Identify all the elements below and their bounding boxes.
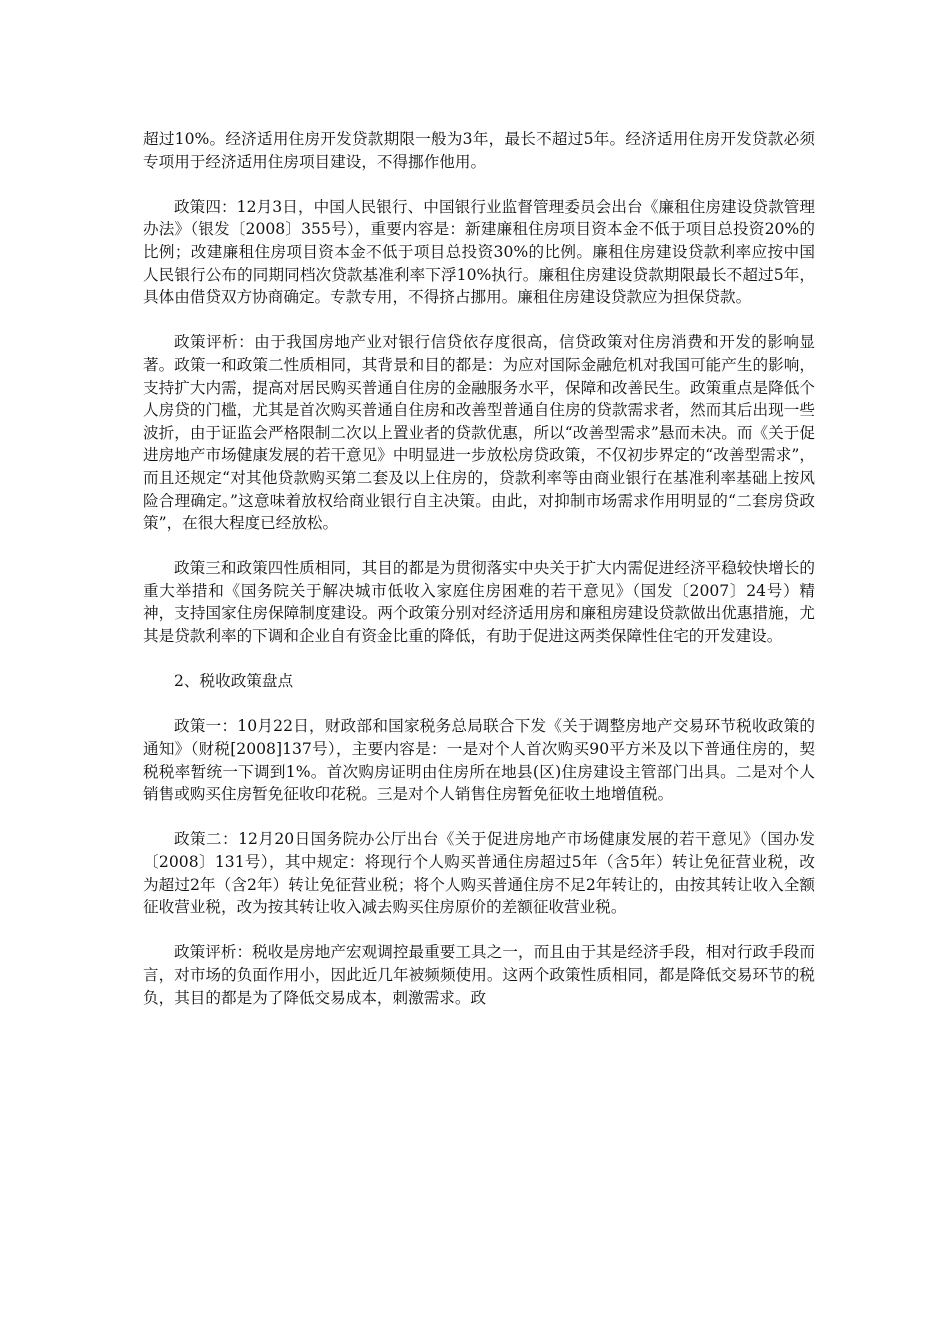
paragraph-tax-policy-two: 政策二：12月20日国务院办公厅出台《关于促进房地产市场健康发展的若干意见》（国办发〔2008〕131号），其中规定：将现行个人购买普通住房超过5年（含5年）转让免征营业税，改为超过2年（含2年）转让免征营业税；将个人购买普通住房不足2年转让的，由按其转让收入全额征收营业税，改为按其转让收入减去购买住房原价的差额征收营业税。 (143, 830, 815, 917)
paragraph-policy-three-four: 政策三和政策四性质相同，其目的都是为贯彻落实中央关于扩大内需促进经济平稳较快增长的重大举措和《国务院关于解决城市低收入家庭住房困难的若干意见》（国发〔2007〕24号）精神，支持国家住房保障制度建设。两个政策分别对经济适用房和廉租房建设贷款做出优惠措施，尤其是贷款利率的下调和企业自有资金比重的降低，有助于促进这两类保障性住宅的开发建设。 (143, 559, 815, 646)
document-body (143, 128, 815, 1032)
paragraph-tax-policy-analysis: 政策评析：税收是房地产宏观调控最重要工具之一，而且由于其是经济手段，相对行政手段而言，对市场的负面作用小，因此近几年被频频使用。这两个政策性质相同，都是降低交易环节的税负，其目的都是为了降低交易成本，刺激需求。政 (143, 943, 815, 1007)
paragraph-policy-four: 政策四：12月3日，中国人民银行、中国银行业监督管理委员会出台《廉租住房建设贷款管理办法》（银发〔2008〕355号），重要内容是：新建廉租住房项目资本金不低于项目总投资20%的比例；改建廉租住房项目资本金不低于项目总投资30%的比例。廉租住房建设贷款利率应按中国人民银行公布的同期同档次贷款基准利率下浮10%执行。廉租住房建设贷款期限最长不超过5年，具体由借贷双方协商确定。专款专用，不得挤占挪用。廉租住房建设贷款应为担保贷款。 (143, 197, 815, 307)
section-heading-tax-policy: 2、税收政策盘点 (174, 672, 294, 691)
paragraph-credit-policy-analysis: 政策评析：由于我国房地产业对银行信贷依存度很高，信贷政策对住房消费和开发的影响显著。政策一和政策二性质相同，其背景和目的都是：为应对国际金融危机对我国可能产生的影响，支持扩大内需，提高对居民购买普通自住房的金融服务水平，保障和改善民生。政策重点是降低个人房贷的门槛，尤其是首次购买普通自住房和改善型普通自住房的贷款需求者，然而其后出现一些波折，由于证监会严格限制二次以上置业者的贷款优惠，所以“改善型需求”悬而未决。而《关于促进房地产市场健康发展的若干意见》中明显进一步放松房贷政策，不仅初步界定的“改善型需求”，而且还规定“对其他贷款购买第二套及以上住房的，贷款利率等由商业银行在基准利率基础上按风险合理确定。”这意味着放权给商业银行自主决策。由此，对抑制市场需求作用明显的“二套房贷政策”，在很大程度已经放松。 (143, 333, 815, 533)
paragraph-continuation: 超过10%。经济适用住房开发贷款期限一般为3年，最长不超过5年。经济适用住房开发贷款必须专项用于经济适用住房项目建设，不得挪作他用。 (143, 130, 815, 171)
paragraph-tax-policy-one: 政策一：10月22日，财政部和国家税务总局联合下发《关于调整房地产交易环节税收政策的通知》（财税[2008]137号），主要内容是：一是对个人首次购买90平方米及以下普通住房的，契税税率暂统一下调到1%。首次购房证明由住房所在地县(区)住房建设主管部门出具。二是对个人销售或购买住房暂免征收印花税。三是对个人销售住房暂免征收土地增值税。 (143, 717, 815, 804)
